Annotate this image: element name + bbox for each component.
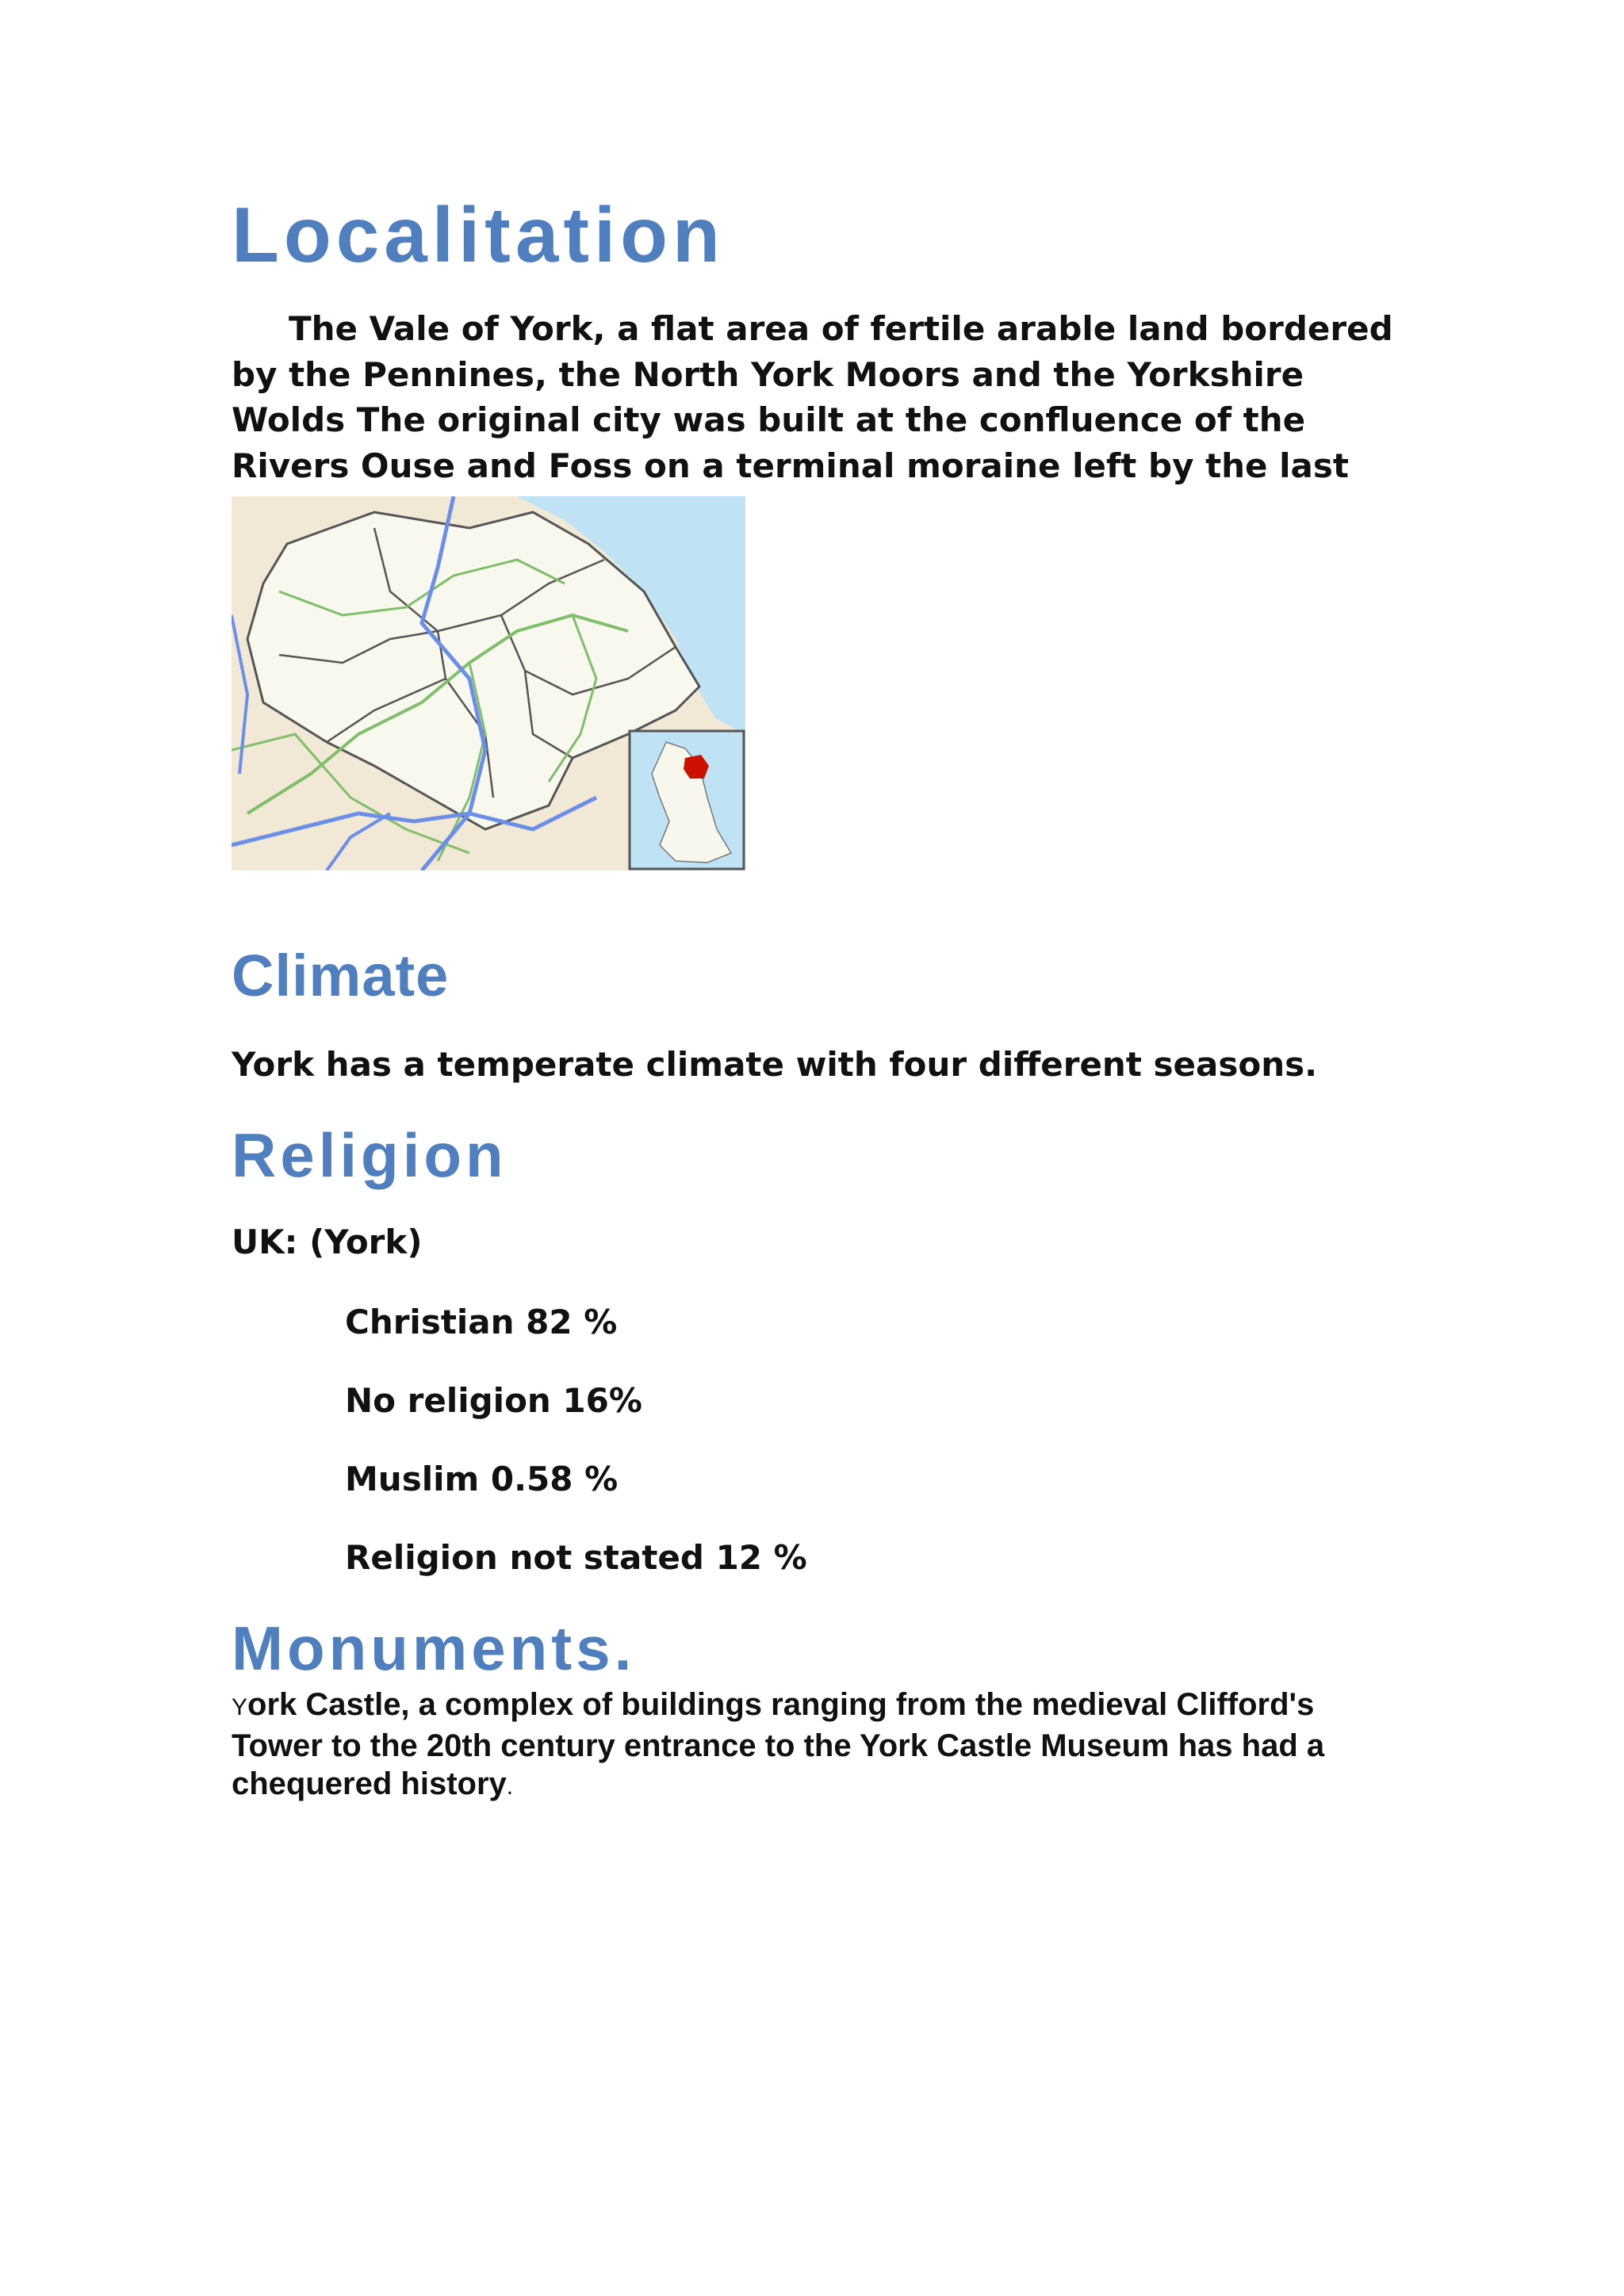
religion-item-christian: Christian 82 % <box>345 1303 618 1341</box>
heading-monuments: Monuments. <box>232 1613 636 1683</box>
heading-localitation: Localitation <box>232 191 725 278</box>
religion-item-no-religion: No religion 16% <box>345 1381 642 1420</box>
heading-religion: Religion <box>232 1120 508 1190</box>
monuments-body: ork Castle, a complex of buildings ranging from the medieval Clifford's Tower to the 20th century entrance to the York Castle Museum has had a chequered history <box>232 1687 1325 1801</box>
heading-climate: Climate <box>232 943 450 1008</box>
monuments-end: . <box>506 1774 514 1800</box>
religion-region: UK: (York) <box>232 1223 423 1261</box>
religion-item-not-stated: Religion not stated 12 % <box>345 1538 807 1577</box>
religion-list <box>345 1299 807 1613</box>
monuments-text <box>232 1686 1405 1806</box>
religion-item-muslim: Muslim 0.58 % <box>345 1460 619 1498</box>
localitation-text: The Vale of York, a flat area of fertile arable land bordered by the Pennines, the North York Moors and the Yorkshire Wolds The original city was built at the confluence of the Rivers Ouse and Foss on a terminal moraine left by the last <box>232 309 1393 485</box>
yorkshire-map-image <box>232 496 745 871</box>
monuments-first-letter: Y <box>232 1694 248 1720</box>
climate-text: York has a temperate climate with four different seasons. <box>232 1045 1318 1084</box>
